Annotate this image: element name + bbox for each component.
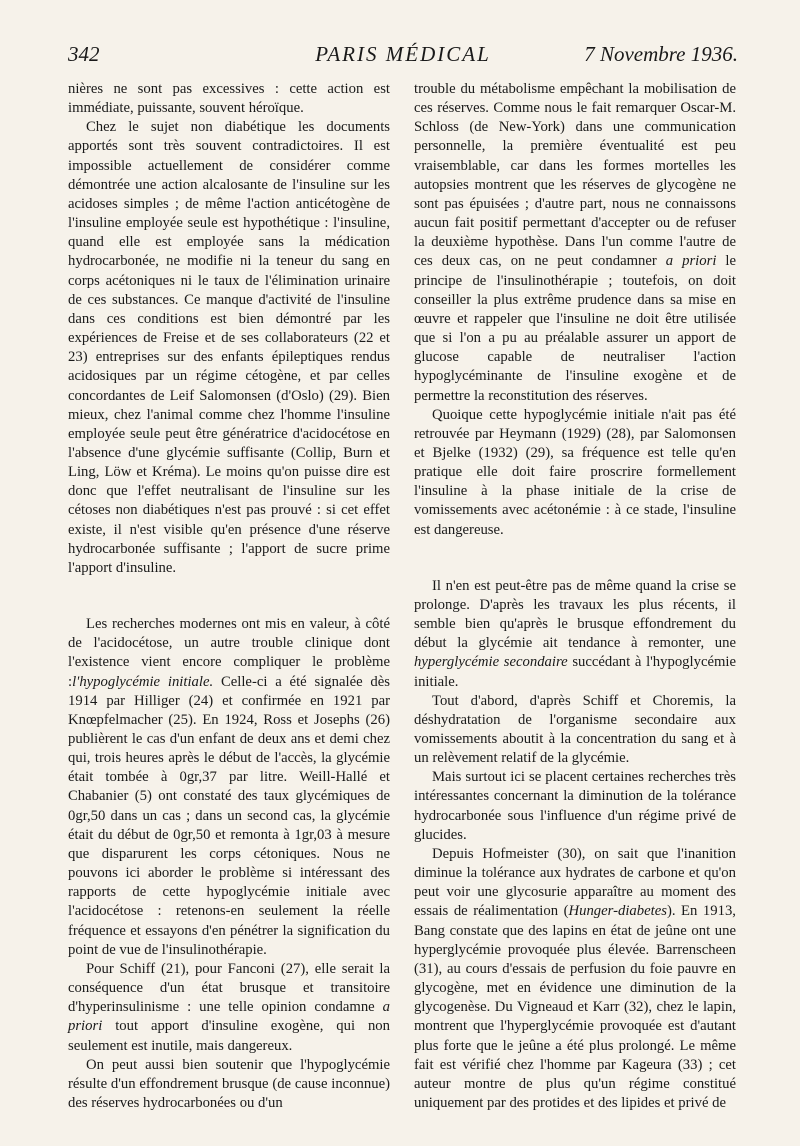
paragraph: Chez le sujet non diabétique les documents apportés sont très souvent contradictoires. Il est impossible actuellement de considérer comme démontrée une action alcalosante de l'insuline sur les acidoses simples ; de même l'action anticétogène de l'insuline employée seule est hypothétique : l'insuline, quand elle est employée sans la médication hydrocarbonée, ne modifie ni la teneur du sang en corps acétoniques ni le taux de l'élimination urinaire de ces substances. Ce manque d'activité de l'insuline dans ces conditions est bien démontré par les expériences de Freise et de ses collaborateurs (22 et 23) entreprises sur des enfants épileptiques rendus acidosiques par un régime cétogène, et par celles concordantes de Leif Salomonsen (d'Oslo) (29). Bien mieux, chez l'animal comme chez l'homme l'insuline employée seule peut être génératrice d'acidocétose en l'absence d'une glycémie suffisante (Collip, Burn et Ling, Löw et Kréma). Le moins qu'on puisse dire est donc que l'effet neutralisant de l'insuline sur les cétoses non diabétiques n'est pas prouvé : si cet effet existe, il n'est visible qu'en présence d'une réserve hydrocarbonée suffisante ; l'apport de sucre prime l'apport d'insuline. (68, 119, 390, 576)
paragraph: Tout d'abord, d'après Schiff et Choremis, la déshydratation de l'organisme secondaire aux vomissements aboutit à la concentration du sang et à un relèvement relatif de la glycémie. (414, 692, 736, 767)
italic-term: a priori (665, 253, 717, 270)
journal-title: PARIS MÉDICAL (315, 42, 491, 66)
paragraph (414, 80, 736, 406)
paragraph: On peut aussi bien soutenir que l'hypoglycémie résulte d'un effondrement brusque (de cause inconnue) des réserves hydrocarbonées ou d'un (68, 1056, 390, 1111)
text-run: Les recherches modernes ont mis en valeur, à côté de l'acidocétose, un autre trouble clinique dont l'existence vient encore compliquer le problème : (68, 616, 390, 690)
text-run: trouble du métabolisme empêchant la mobilisation de ces réserves. Comme nous le fait remarquer Oscar-M. Schloss (de New-York) dans une communication personnelle, la première éventualité est peu vraisemblable, car dans les formes mortelles les autopsies montrent que les réserves de glycogène ne sont pas épuisées ; d'autre part, nous ne connaissons aucun fait positif permettant d'accepter ou de refuser la deuxième hypothèse. Dans l'un comme l'autre de ces deux cas, on ne peut condamner (414, 81, 736, 270)
paragraph (68, 615, 390, 960)
text-run: le principe de l'insulinothérapie ; toutefois, on doit conseiller la plus extrême prudence dans sa mise en œuvre et rappeler que l'insuline ne doit être utilisée que si l'on a pu au préalable assurer un apport de glucose capable de neutraliser l'action hypoglycéminante de l'insuline exogène et de permettre la reconstitution des réserves. (414, 253, 736, 404)
text-run: Il n'en est peut-être pas de même quand la crise se prolonge. D'après les travaux les plus récents, il semble bien qu'après le brusque effondrement du début la glycémie ait tendance à remonter, une (414, 577, 736, 652)
page-number: 342 (68, 42, 100, 66)
text-run: Depuis Hofmeister (30), on sait que l'inanition diminue la tolérance aux hydrates de carbone et qu'on peut voir une glycosurie apparaître au moment des essais de réalimentation ( (414, 845, 736, 920)
text-run: Pour Schiff (21), pour Fanconi (27), elle serait la conséquence d'un état brusque et transitoire d'hyperinsulinisme : une telle opinion condamne (68, 960, 390, 1016)
left-column (68, 80, 390, 1113)
paragraph: Mais surtout ici se placent certaines recherches très intéressantes concernant la diminution de la tolérance hydrocarbonée sous l'influence d'un régime privé de glucides. (414, 769, 736, 843)
paragraph (414, 845, 736, 1113)
paragraph (414, 577, 736, 692)
paragraph: nières ne sont pas excessives : cette action est immédiate, puissante, souvent héroïque. (68, 81, 390, 117)
text-run: Celle-ci a été signalée dès 1914 par Hilliger (24) et confirmée en 1921 par Knœpfelmacher (25). En 1924, Ross et Josephs (26) publièrent le cas d'un enfant de deux ans et demi chez qui, trois heures après le début de l'accès, la glycémie était tombée à 0gr,37 par litre. Weill-Hallé et Chabanier (5) ont constaté des taux glycémiques de 0gr,50 dans un cas ; dans un second cas, la glycémie était du début de 0gr,50 et remonta à 1gr,03 à mesure que disparurent les corps cétoniques. Nous ne pouvons ici aborder le problème si intéressant des rapports de cette hypoglycémie initiale avec l'acidocétose : retenons-en seulement la réelle fréquence et essayons d'en pénétrer la signification du point de vue de l'insulinothérapie. (68, 673, 390, 958)
italic-term: a priori (68, 999, 390, 1035)
italic-term: Hunger-diabetes (568, 903, 667, 920)
paragraph (68, 960, 390, 1056)
italic-term: hyperglycémie secondaire (414, 654, 568, 671)
italic-term: l'hypoglycémie initiale. (72, 673, 214, 690)
issue-date: 7 Novembre 1936. (584, 42, 738, 66)
text-run: succédant à l'hypoglycémie initiale. (414, 654, 737, 690)
paragraph: Quoique cette hypoglycémie initiale n'ait pas été retrouvée par Heymann (1929) (28), par Salomonsen et Bjelke (1932) (29), sa fréquence est telle qu'en pratique elle doit faire proscrire formellement l'insuline à la phase initiale de la crise de vomissements avec acétonémie : à ce stade, l'insuline est dangereuse. (414, 406, 736, 538)
text-run: ). En 1913, Bang constate que des lapins en état de jeûne ont une hyperglycémie provoquée plus élevée. Barrenscheen (31), au cours d'essais de perfusion du foie pauvre en glycogène, met en évidence une diminution de la glycogenèse. Du Vigneaud et Karr (32), chez le lapin, montrent que l'hyperglycémie provoquée est d'autant plus forte que le jeûne a été plus prolongé. Le même fait est vérifié chez l'homme par Kageura (33) ; cet auteur montre de plus qu'un régime constitué uniquement par des protides et des lipides et privé de (414, 903, 736, 1111)
right-column (414, 80, 736, 1113)
text-run: tout apport d'insuline exogène, qui non seulement est inutile, mais dangereux. (68, 1018, 390, 1054)
page-header (68, 42, 738, 74)
